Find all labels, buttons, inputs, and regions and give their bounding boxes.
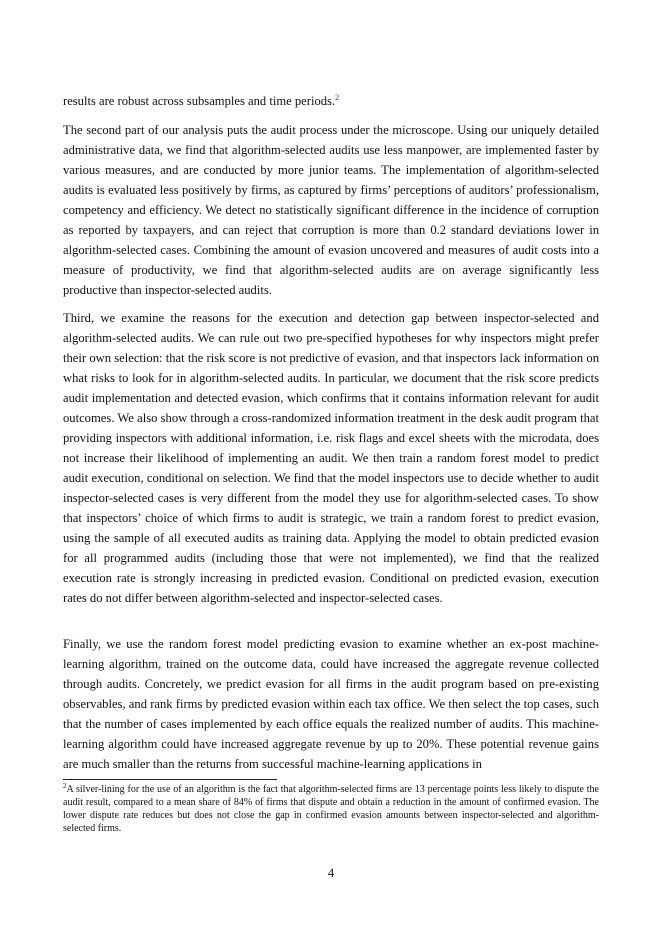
page-number: 4 [327, 866, 335, 880]
footnote [63, 783, 599, 835]
paragraph-audit-process: The second part of our analysis puts the audit process under the microscope. Using our uniquely detailed administrative data, we find that algorithm-selected audits use less manpower, are implemented faster by various measures, and are conducted by more junior teams. The implementation of algorithm-selected audits is evaluated less positively by firms, as captured by firms’ perceptions of auditors’ professionalism, competency and efficiency. We detect no statistically significant difference in the incidence of corruption as reported by taxpayers, and can reject that corruption is more than 0.2 standard deviations lower in algorithm-selected cases. Combining the amount of evasion uncovered and measures of audit costs into a measure of productivity, we find that algorithm-selected audits are on average significantly less productive than inspector-selected audits. [63, 123, 599, 297]
footnote-mark: 2 [63, 782, 67, 790]
intro-text: results are robust across subsamples and time periods. [63, 94, 336, 108]
paragraph-machine-learning: Finally, we use the random forest model predicting evasion to examine whether an ex-post machine-learning algorithm, trained on the outcome data, could have increased the aggregate revenue collected through audits. Concretely, we predict evasion for all firms in the audit program based on pre-existing observables, and rank firms by predicted evasion within each tax office. We then select the top cases, such that the number of cases implemented by each office equals the realized number of audits. This machine-learning algorithm could have increased aggregate revenue by up to 20%. These potential revenue gains are much smaller than the returns from successful machine-learning applications in [63, 637, 599, 771]
footnote-ref-link[interactable]: 2 [335, 93, 340, 102]
intro-line [63, 91, 599, 111]
paragraph-execution-gap: Third, we examine the reasons for the execution and detection gap between inspector-selected and algorithm-selected audits. We can rule out two pre-specified hypotheses for why inspectors might prefer their own selection: that the risk score is not predictive of evasion, and that inspectors lack information on what risks to look for in algorithm-selected audits. In particular, we document that the risk score predicts audit implementation and detected evasion, which confirms that it contains information relevant for audit outcomes. We also show through a cross-randomized information treatment in the desk audit program that providing inspectors with additional information, i.e. risk flags and excel sheets with the microdata, does not increase their likelihood of implementing an audit. We then train a random forest model to predict audit execution, conditional on selection. We find that the model inspectors use to decide whether to audit inspector-selected cases is very different from the model they use for algorithm-selected cases. To show that inspectors’ choice of which firms to audit is strategic, we train a random forest to predict evasion, using the sample of all executed audits as training data. Applying the model to obtain predicted evasion for all programmed audits (including those that were not implemented), we find that the realized execution rate is strongly increasing in predicted evasion. Conditional on predicted evasion, execution rates do not differ between algorithm-selected and inspector-selected cases. [63, 311, 599, 605]
footnote-divider [63, 779, 277, 780]
footnote-text: A silver-lining for the use of an algorithm is the fact that algorithm-selected firms are 13 percentage points less likely to dispute the audit result, compared to a mean share of 84% of firms that dispute and obtain a reduction in the amount of confirmed evasion. The lower dispute rate reduces but does not close the gap in confirmed evasion amounts between inspector-selected and algorithm-selected firms. [63, 784, 599, 834]
